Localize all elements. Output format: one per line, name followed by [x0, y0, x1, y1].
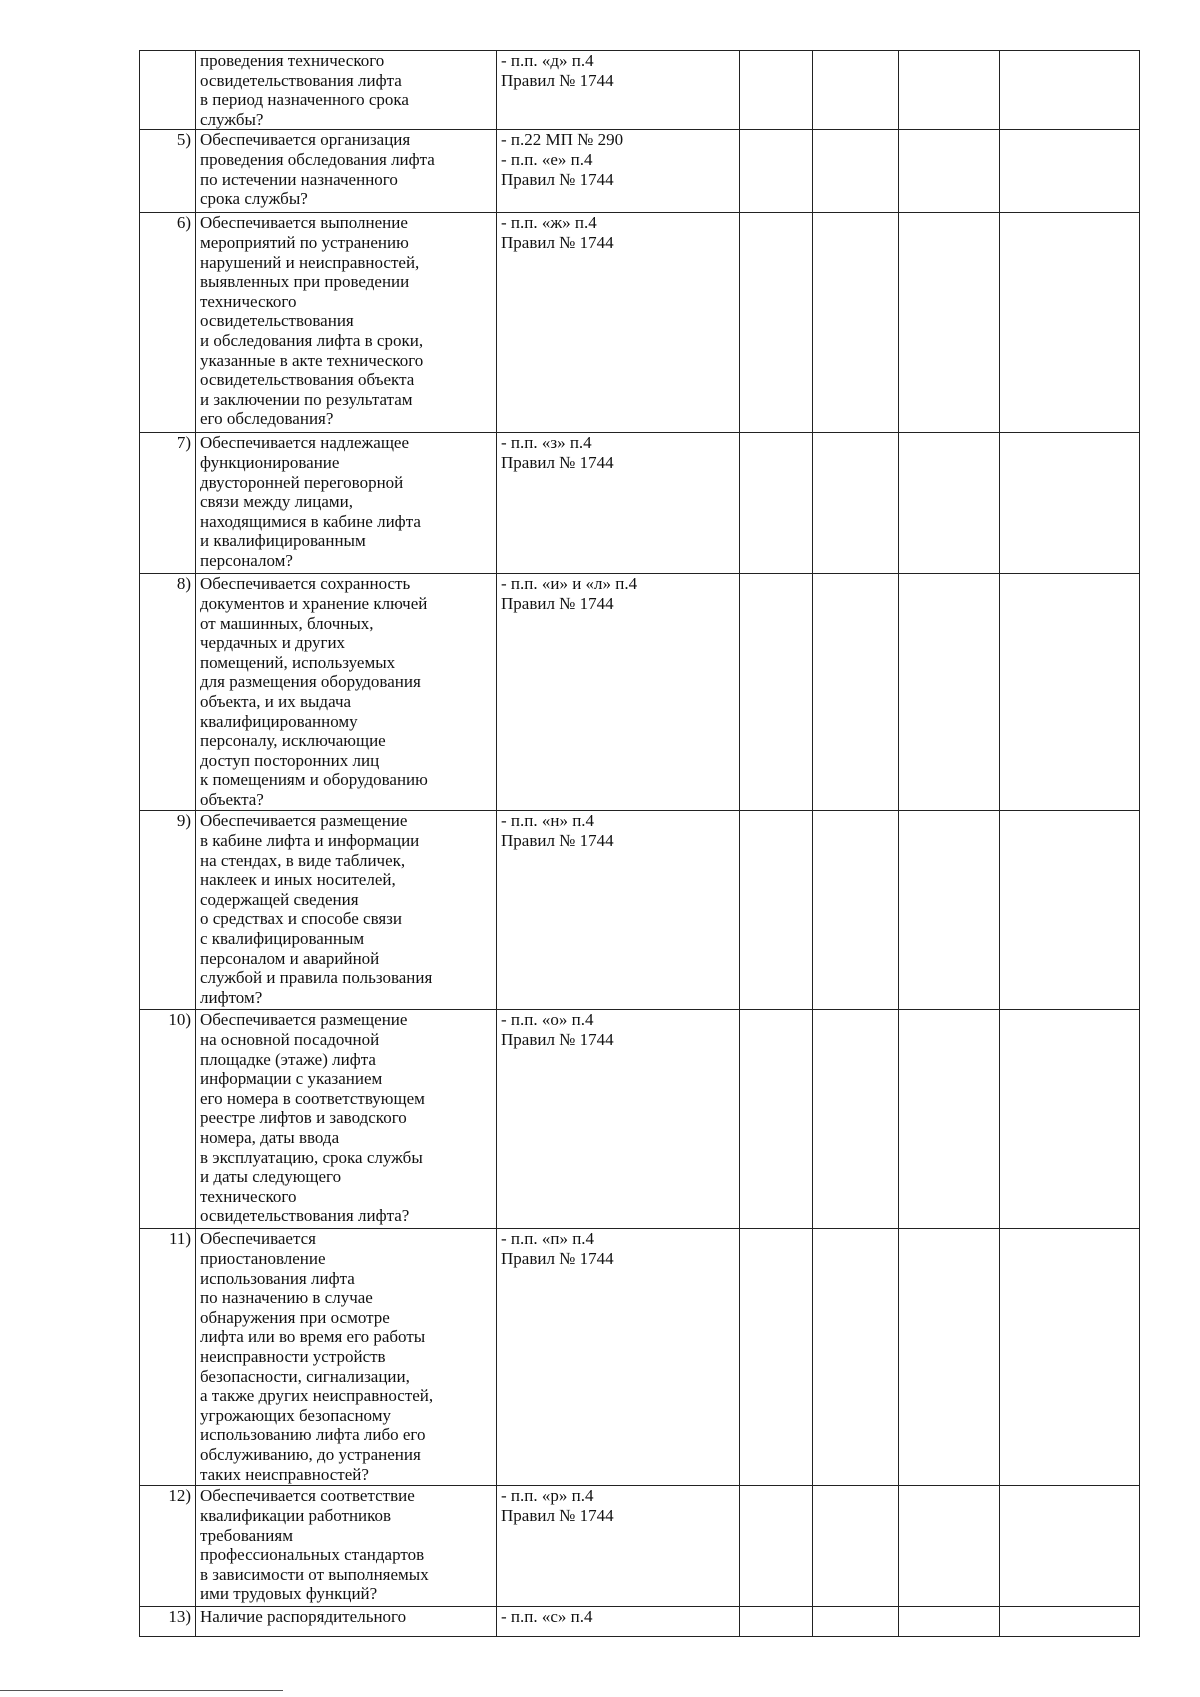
table-row — [140, 1607, 1140, 1637]
row-number: 13) — [140, 1607, 196, 1637]
answer-cell-no[interactable] — [813, 433, 899, 574]
row-number — [140, 51, 196, 130]
table-row — [140, 1010, 1140, 1229]
answer-cell-na[interactable] — [899, 51, 1000, 130]
notes-cell[interactable] — [1000, 1229, 1140, 1486]
table-row — [140, 574, 1140, 811]
answer-cell-yes[interactable] — [740, 433, 813, 574]
row-number: 9) — [140, 811, 196, 1010]
row-reference: - п.п. «п» п.4 Правил № 1744 — [497, 1229, 740, 1486]
answer-cell-no[interactable] — [813, 574, 899, 811]
table-row — [140, 1486, 1140, 1607]
answer-cell-no[interactable] — [813, 51, 899, 130]
row-question: проведения технического освидетельствования лифта в период назначенного срока службы? — [196, 51, 497, 130]
row-reference: - п.п. «о» п.4 Правил № 1744 — [497, 1010, 740, 1229]
notes-cell[interactable] — [1000, 213, 1140, 433]
row-reference: - п.п. «с» п.4 — [497, 1607, 740, 1637]
row-question: Обеспечивается надлежащее функционирование двусторонней переговорной связи между лицами, находящимися в кабине лифта и квалифицированным персоналом? — [196, 433, 497, 574]
checklist-table — [139, 50, 1140, 1637]
table-row — [140, 51, 1140, 130]
table-row — [140, 433, 1140, 574]
row-number: 8) — [140, 574, 196, 811]
row-number: 5) — [140, 130, 196, 213]
row-number: 12) — [140, 1486, 196, 1607]
row-reference: - п.п. «ж» п.4 Правил № 1744 — [497, 213, 740, 433]
answer-cell-yes[interactable] — [740, 130, 813, 213]
answer-cell-no[interactable] — [813, 213, 899, 433]
answer-cell-yes[interactable] — [740, 1486, 813, 1607]
notes-cell[interactable] — [1000, 1607, 1140, 1637]
row-reference: - п.22 МП № 290 - п.п. «е» п.4 Правил № 1744 — [497, 130, 740, 213]
answer-cell-yes[interactable] — [740, 213, 813, 433]
answer-cell-na[interactable] — [899, 1486, 1000, 1607]
answer-cell-na[interactable] — [899, 433, 1000, 574]
notes-cell[interactable] — [1000, 130, 1140, 213]
row-reference: - п.п. «н» п.4 Правил № 1744 — [497, 811, 740, 1010]
answer-cell-no[interactable] — [813, 130, 899, 213]
row-reference: - п.п. «д» п.4 Правил № 1744 — [497, 51, 740, 130]
row-question: Обеспечивается размещение на основной посадочной площадке (этаже) лифта информации с указанием его номера в соответствующем реестре лифтов и заводского номера, даты ввода в эксплуатацию, срока службы и даты следующего технического освидетельствования лифта? — [196, 1010, 497, 1229]
table-row — [140, 1229, 1140, 1486]
row-reference: - п.п. «р» п.4 Правил № 1744 — [497, 1486, 740, 1607]
notes-cell[interactable] — [1000, 811, 1140, 1010]
row-number: 6) — [140, 213, 196, 433]
answer-cell-yes[interactable] — [740, 1229, 813, 1486]
answer-cell-no[interactable] — [813, 1229, 899, 1486]
row-question: Обеспечивается организация проведения обследования лифта по истечении назначенного срока службы? — [196, 130, 497, 213]
notes-cell[interactable] — [1000, 1486, 1140, 1607]
answer-cell-yes[interactable] — [740, 811, 813, 1010]
notes-cell[interactable] — [1000, 574, 1140, 811]
answer-cell-na[interactable] — [899, 1607, 1000, 1637]
row-question: Обеспечивается соответствие квалификации работников требованиям профессиональных стандартов в зависимости от выполняемых ими трудовых функций? — [196, 1486, 497, 1607]
row-question: Обеспечивается сохранность документов и хранение ключей от машинных, блочных, чердачных и других помещений, используемых для размещения оборудования объекта, и их выдача квалифицированному персоналу, исключающие доступ посторонних лиц к помещениям и оборудованию объекта? — [196, 574, 497, 811]
row-question: Обеспечивается приостановление использования лифта по назначению в случае обнаружения при осмотре лифта или во время его работы неисправности устройств безопасности, сигнализации, а также других неисправностей, угрожающих безопасному использованию лифта либо его обслуживанию, до устранения таких неисправностей? — [196, 1229, 497, 1486]
answer-cell-na[interactable] — [899, 130, 1000, 213]
answer-cell-no[interactable] — [813, 811, 899, 1010]
table-row — [140, 130, 1140, 213]
row-number: 10) — [140, 1010, 196, 1229]
answer-cell-yes[interactable] — [740, 1010, 813, 1229]
row-number: 11) — [140, 1229, 196, 1486]
answer-cell-na[interactable] — [899, 213, 1000, 433]
footnote-divider — [0, 1690, 283, 1691]
row-question: Наличие распорядительного — [196, 1607, 497, 1637]
table-row — [140, 811, 1140, 1010]
row-reference: - п.п. «и» и «л» п.4 Правил № 1744 — [497, 574, 740, 811]
row-number: 7) — [140, 433, 196, 574]
answer-cell-no[interactable] — [813, 1607, 899, 1637]
answer-cell-yes[interactable] — [740, 574, 813, 811]
notes-cell[interactable] — [1000, 51, 1140, 130]
answer-cell-na[interactable] — [899, 1010, 1000, 1229]
table-row — [140, 213, 1140, 433]
answer-cell-no[interactable] — [813, 1010, 899, 1229]
answer-cell-no[interactable] — [813, 1486, 899, 1607]
row-reference: - п.п. «з» п.4 Правил № 1744 — [497, 433, 740, 574]
answer-cell-yes[interactable] — [740, 51, 813, 130]
answer-cell-yes[interactable] — [740, 1607, 813, 1637]
row-question: Обеспечивается размещение в кабине лифта и информации на стендах, в виде табличек, наклеек и иных носителей, содержащей сведения о средствах и способе связи с квалифицированным персоналом и аварийной службой и правила пользования лифтом? — [196, 811, 497, 1010]
answer-cell-na[interactable] — [899, 1229, 1000, 1486]
notes-cell[interactable] — [1000, 433, 1140, 574]
answer-cell-na[interactable] — [899, 574, 1000, 811]
answer-cell-na[interactable] — [899, 811, 1000, 1010]
notes-cell[interactable] — [1000, 1010, 1140, 1229]
row-question: Обеспечивается выполнение мероприятий по устранению нарушений и неисправностей, выявленных при проведении технического освидетельствования и обследования лифта в сроки, указанные в акте технического освидетельствования объекта и заключении по результатам его обследования? — [196, 213, 497, 433]
